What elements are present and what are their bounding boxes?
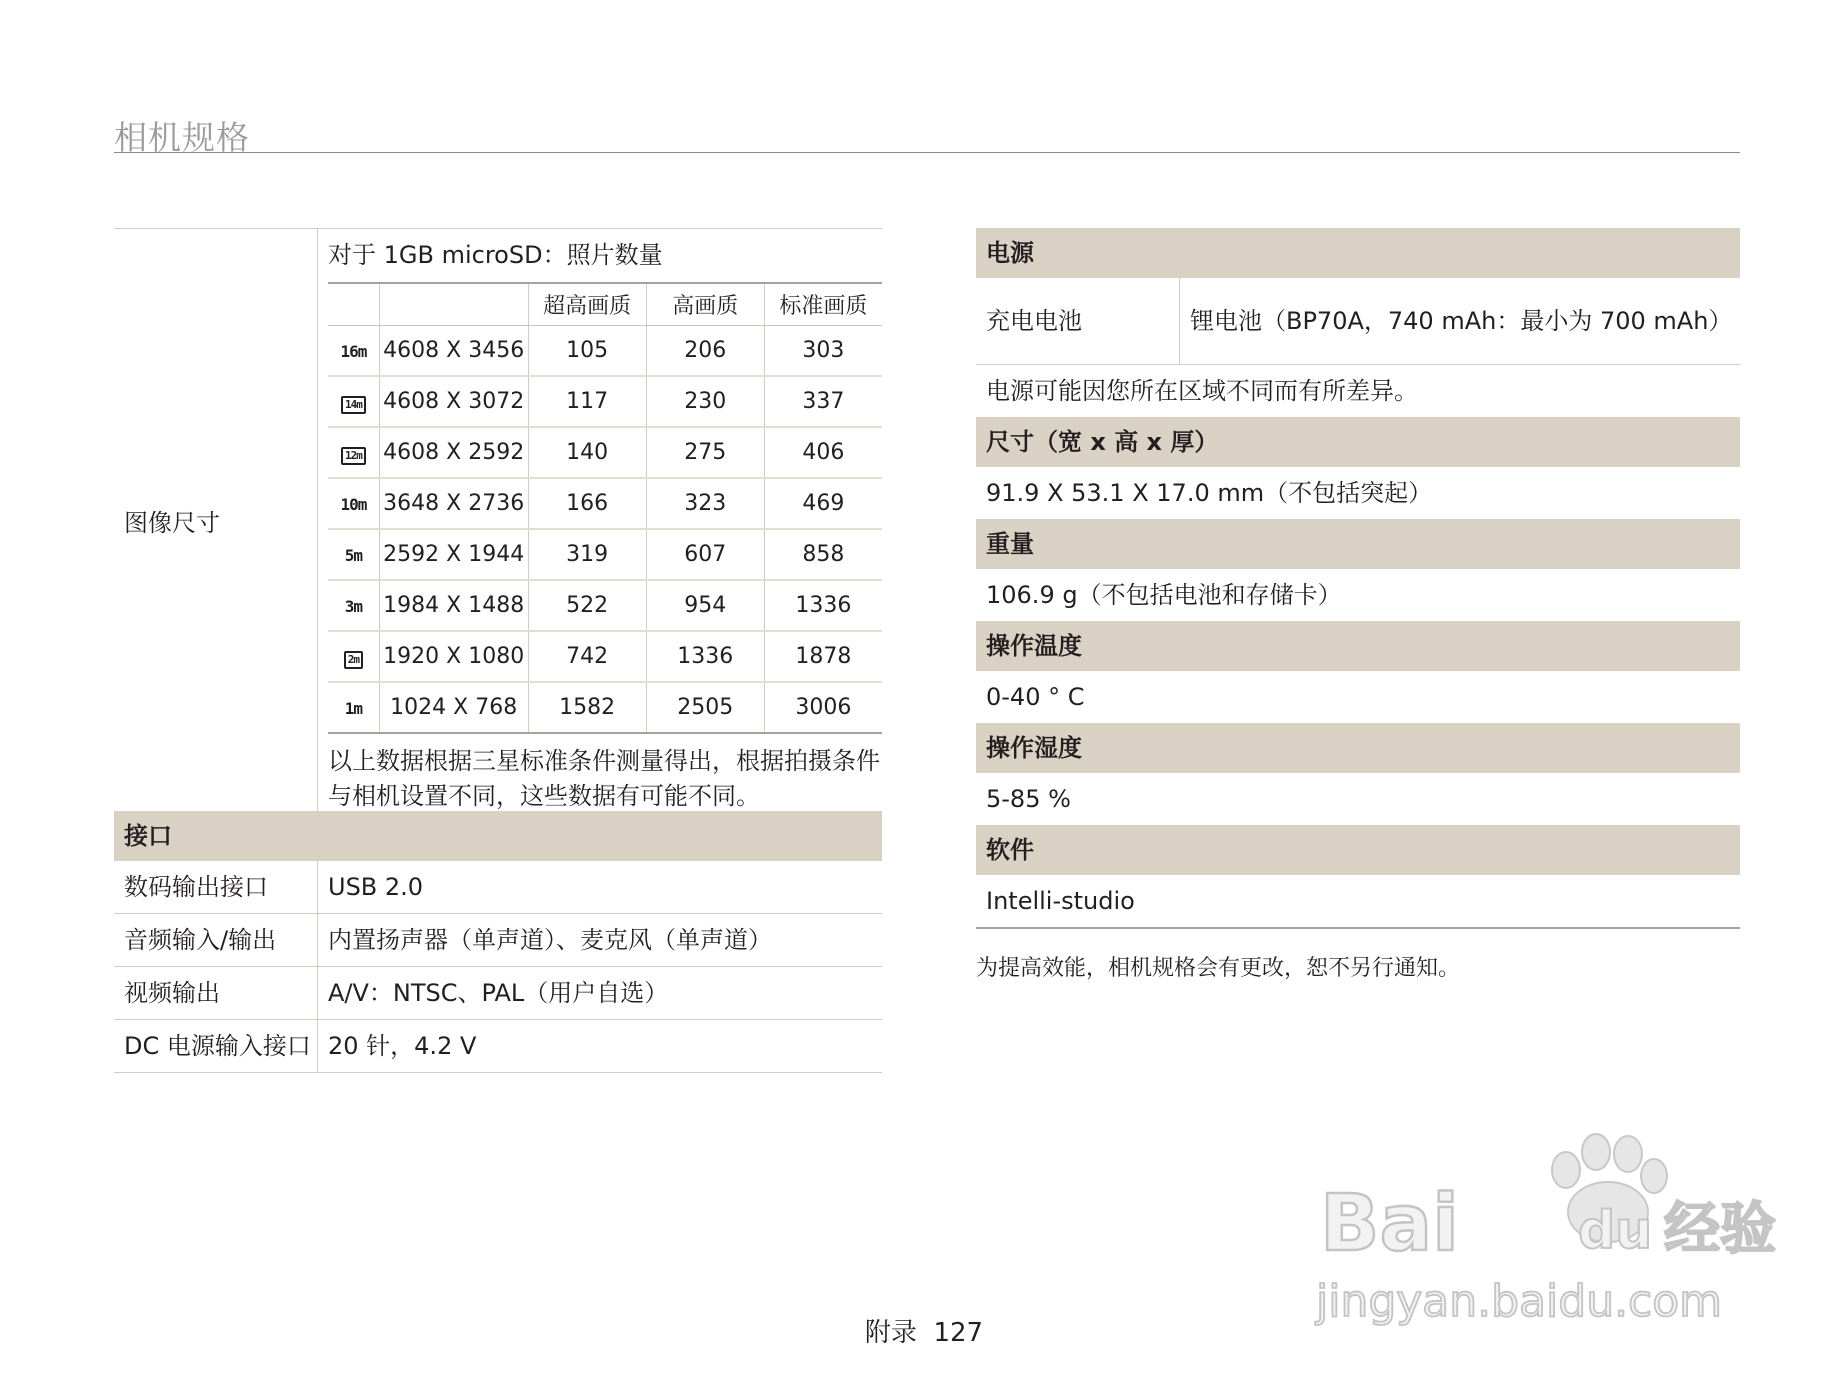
header-superfine: 超高画质 [528, 284, 646, 326]
page-title: 相机规格 [114, 118, 250, 157]
resolution-cell: 1024 X 768 [379, 682, 528, 733]
battery-value: 锂电池（BP70A，740 mAh：最小为 700 mAh） [1190, 307, 1733, 335]
battery-row [976, 278, 1740, 365]
10m-icon: 10m [328, 478, 379, 529]
resolution-cell: 3648 X 2736 [379, 478, 528, 529]
value-cell: 323 [646, 478, 764, 529]
photo-count-table [328, 284, 882, 734]
value-cell: 206 [646, 326, 764, 377]
table-row [328, 478, 882, 529]
resolution-cell: 4608 X 3456 [379, 326, 528, 377]
temperature-value: 0-40 ° C [986, 683, 1085, 711]
spec-key: 数码输出接口 [114, 861, 318, 913]
resolution-cell: 1984 X 1488 [379, 580, 528, 631]
du-logo-text: du [1578, 1201, 1653, 1261]
resolution-cell: 4608 X 3072 [379, 376, 528, 427]
value-cell: 166 [528, 478, 646, 529]
page-number: 127 [933, 1318, 984, 1348]
table-row [328, 326, 882, 377]
resolution-cell: 1920 X 1080 [379, 631, 528, 682]
value-cell: 319 [528, 529, 646, 580]
table-row [328, 376, 882, 427]
5m-icon: 5m [328, 529, 379, 580]
software-value: Intelli-studio [976, 875, 1740, 929]
weight-heading: 重量 [976, 519, 1740, 569]
weight-value: 106.9 g（不包括电池和存储卡） [986, 581, 1342, 609]
table-header-row [328, 284, 882, 326]
power-heading: 电源 [976, 228, 1740, 278]
power-note: 电源可能因您所在区域不同而有所差异。 [986, 377, 1418, 405]
14m-wide-icon: 14m [328, 376, 379, 427]
right-column [976, 228, 1740, 982]
software-heading: 软件 [976, 825, 1740, 875]
value-cell: 1878 [764, 631, 882, 682]
spec-row [114, 967, 882, 1020]
value-cell: 742 [528, 631, 646, 682]
watermark-url: jingyan.baidu.com [1316, 1276, 1723, 1327]
spec-key: DC 电源输入接口 [114, 1020, 318, 1072]
value-cell: 275 [646, 427, 764, 478]
spec-key: 音频输入/输出 [114, 914, 318, 966]
value-cell: 3006 [764, 682, 882, 733]
left-column [114, 228, 882, 1073]
header-icon-cell [328, 284, 379, 326]
spec-row [114, 914, 882, 967]
header-fine: 高画质 [646, 284, 764, 326]
table-row [328, 427, 882, 478]
image-size-content [328, 229, 882, 814]
value-cell: 469 [764, 478, 882, 529]
spec-value: 内置扬声器（单声道）、麦克风（单声道） [328, 926, 772, 954]
spec-row [114, 1020, 882, 1073]
spec-value: A/V：NTSC、PAL（用户自选） [328, 979, 669, 1007]
spec-row [114, 861, 882, 914]
value-cell: 1582 [528, 682, 646, 733]
image-size-section [114, 228, 882, 811]
humidity-value: 5-85 % [986, 785, 1071, 813]
value-cell: 303 [764, 326, 882, 377]
value-cell: 954 [646, 580, 764, 631]
table-row [328, 529, 882, 580]
value-cell: 522 [528, 580, 646, 631]
value-cell: 858 [764, 529, 882, 580]
value-cell: 406 [764, 427, 882, 478]
12m-wide-icon: 12m [328, 427, 379, 478]
value-cell: 230 [646, 376, 764, 427]
image-size-note: 以上数据根据三星标准条件测量得出，根据拍摄条件与相机设置不同，这些数据有可能不同。 [328, 747, 880, 810]
value-cell: 140 [528, 427, 646, 478]
value-cell: 117 [528, 376, 646, 427]
table-row [328, 631, 882, 682]
16m-icon: 16m [328, 326, 379, 377]
1m-icon: 1m [328, 682, 379, 733]
image-size-label: 图像尺寸 [114, 229, 318, 811]
value-cell: 105 [528, 326, 646, 377]
value-cell: 1336 [764, 580, 882, 631]
value-cell: 337 [764, 376, 882, 427]
resolution-cell: 2592 X 1944 [379, 529, 528, 580]
table-row [328, 682, 882, 733]
title-divider [114, 152, 1740, 153]
value-cell: 2505 [646, 682, 764, 733]
jingyan-logo-text: 经验 [1664, 1197, 1776, 1262]
image-size-subheading: 对于 1GB microSD：照片数量 [328, 229, 882, 284]
spec-value: USB 2.0 [328, 873, 424, 901]
resolution-cell: 4608 X 2592 [379, 427, 528, 478]
2m-wide-icon: 2m [328, 631, 379, 682]
header-normal: 标准画质 [764, 284, 882, 326]
header-resolution-cell [379, 284, 528, 326]
battery-key: 充电电池 [976, 278, 1180, 364]
3m-icon: 3m [328, 580, 379, 631]
value-cell: 607 [646, 529, 764, 580]
spec-key: 视频输出 [114, 967, 318, 1019]
temperature-heading: 操作温度 [976, 621, 1740, 671]
spec-value: 20 针，4.2 V [328, 1032, 477, 1060]
dimensions-heading: 尺寸（宽 x 高 x 厚） [976, 417, 1740, 467]
table-row [328, 580, 882, 631]
humidity-heading: 操作湿度 [976, 723, 1740, 773]
baidu-jingyan-watermark [1316, 1120, 1776, 1330]
baidu-logo-text: Bai [1320, 1179, 1459, 1269]
spec-footnote: 为提高效能，相机规格会有更改，恕不另行通知。 [976, 956, 1461, 981]
value-cell: 1336 [646, 631, 764, 682]
dimensions-value: 91.9 X 53.1 X 17.0 mm（不包括突起） [986, 479, 1433, 507]
footer-section: 附录 [864, 1318, 917, 1348]
interface-heading: 接口 [114, 811, 882, 861]
